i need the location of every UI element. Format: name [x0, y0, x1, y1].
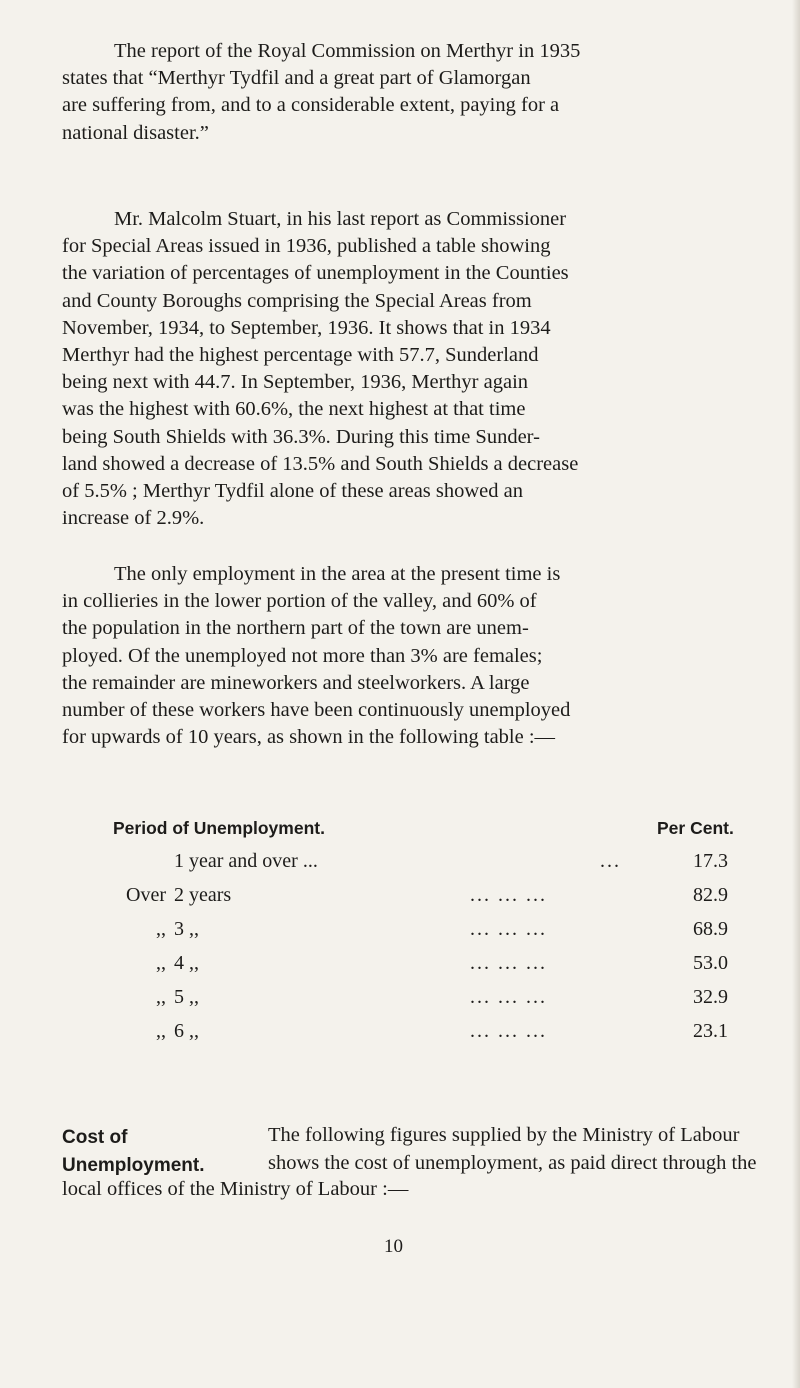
row-period: 1 year and over ... [174, 850, 318, 872]
row-percent: 32.9 [693, 986, 728, 1008]
paragraph-employment [62, 561, 764, 751]
row-leader-dots: ... ... ... [470, 952, 547, 974]
text-line: unemployment, as paid direct through the [414, 1151, 757, 1174]
text-line: was the highest with 60.6%, the next highest at that time [62, 398, 526, 421]
text-line: increase of 2.9%. [62, 507, 205, 530]
row-leader-dots: ... ... ... [470, 918, 547, 940]
text-line: the remainder are mineworkers and steelworkers. A large [62, 671, 530, 694]
table-row [0, 1020, 800, 1048]
row-period: 2 years [174, 884, 232, 906]
paragraph-cost-continued [62, 1176, 762, 1204]
table-row [0, 884, 800, 912]
text-line: land showed a decrease of 13.5% and South Shields a decrease [62, 452, 579, 475]
row-prefix: ,, [156, 986, 166, 1008]
text-line: national disaster.” [62, 121, 209, 144]
text-line: the population in the northern part of the town are unem- [62, 617, 529, 640]
row-percent: 53.0 [693, 952, 728, 974]
text-line: and County Boroughs comprising the Special Areas from [62, 289, 532, 312]
side-heading-cost-of-unemployment [62, 1124, 205, 1180]
text-line: The following figures supplied by the [268, 1124, 578, 1146]
text-line: Ministry of Labour shows the cost of [268, 1124, 740, 1174]
row-leader-dots: ... ... ... [470, 884, 547, 906]
row-prefix: ,, [156, 918, 166, 940]
text-line: are suffering from, and to a considerable extent, paying for a [62, 94, 560, 117]
row-leader-dots: ... ... ... [470, 986, 547, 1008]
side-heading-line: Cost of [62, 1127, 128, 1148]
page-number: 10 [384, 1236, 403, 1257]
row-percent: 68.9 [693, 918, 728, 940]
row-period: 6 ,, [174, 1020, 199, 1042]
text-line: being next with 44.7. In September, 1936, Merthyr again [62, 371, 529, 394]
text-line: The report of the Royal Commission on Merthyr in 1935 [114, 40, 581, 62]
row-leader-dots: ... [600, 850, 621, 872]
text-line: of 5.5% ; Merthyr Tydfil alone of these areas showed an [62, 480, 524, 503]
table-header-period: Period of Unemployment. [113, 818, 325, 838]
page-edge [792, 0, 800, 1388]
table-row [0, 986, 800, 1014]
text-line: being South Shields with 36.3%. During this time Sunder- [62, 425, 540, 448]
table-row [0, 918, 800, 946]
table-row [0, 952, 800, 980]
row-percent: 23.1 [693, 1020, 728, 1042]
text-line: for upwards of 10 years, as shown in the following table :— [62, 726, 556, 749]
text-line: ployed. Of the unemployed not more than 3% are females; [62, 644, 543, 667]
table-header-percent: Per Cent. [657, 818, 734, 838]
row-period: 4 ,, [174, 952, 199, 974]
paragraph-commissioner-report [62, 206, 764, 532]
row-period: 5 ,, [174, 986, 199, 1008]
text-line: for Special Areas issued in 1936, published a table showing [62, 235, 551, 258]
text-line: in collieries in the lower portion of the valley, and 60% of [62, 590, 537, 613]
row-prefix: ,, [156, 952, 166, 974]
text-line: states that “Merthyr Tydfil and a great part of Glamorgan [62, 67, 531, 90]
row-period: 3 ,, [174, 918, 199, 940]
text-line: local offices of the Ministry of Labour :— [62, 1178, 409, 1200]
row-prefix: ,, [156, 1020, 166, 1042]
row-prefix: Over [126, 884, 166, 906]
row-percent: 17.3 [693, 850, 728, 872]
text-line: Mr. Malcolm Stuart, in his last report as Commissioner [114, 208, 567, 230]
text-line: the variation of percentages of unemployment in the Counties [62, 262, 569, 285]
paragraph-cost [268, 1122, 766, 1177]
text-line: Merthyr had the highest percentage with 57.7, Sunderland [62, 344, 539, 367]
table-row [0, 850, 800, 878]
paragraph-royal-commission [62, 38, 764, 147]
text-line: number of these workers have been continuously unemployed [62, 699, 571, 722]
text-line: November, 1934, to September, 1936. It shows that in 1934 [62, 316, 551, 339]
side-heading-line: Unemployment. [62, 1155, 205, 1176]
row-percent: 82.9 [693, 884, 728, 906]
row-leader-dots: ... ... ... [470, 1020, 547, 1042]
text-line: The only employment in the area at the present time is [114, 563, 561, 585]
